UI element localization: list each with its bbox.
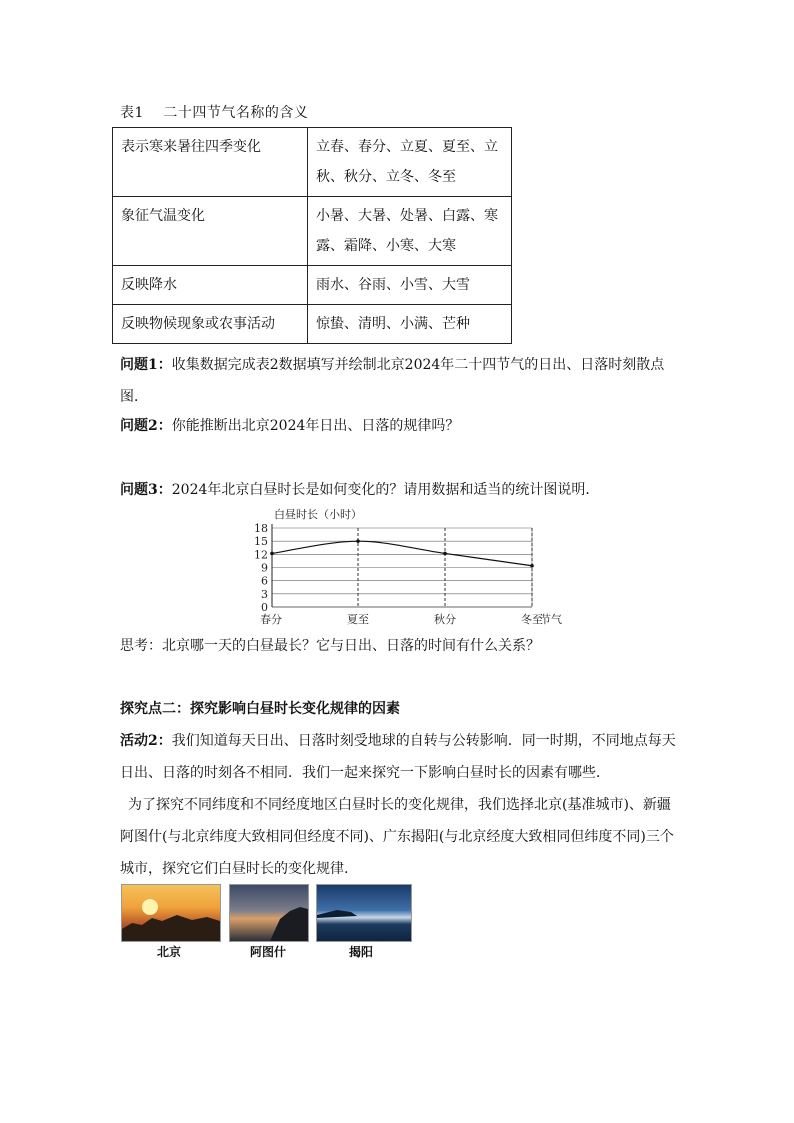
y-tick-label: 18 [254, 522, 268, 535]
table-cell-category: 反映降水 [113, 266, 308, 305]
table-row [113, 128, 512, 197]
activity-2 [120, 725, 680, 789]
x-tick-label: 夏至 [347, 613, 369, 626]
section-title: 探究点二：探究影响白昼时长变化规律的因素 [120, 701, 400, 717]
daylight-point [356, 539, 360, 543]
table-row [113, 197, 512, 266]
photo-atushi [229, 884, 309, 942]
x-axis-label: 节气 [540, 613, 562, 626]
photo-beijing [121, 884, 221, 942]
table-cell-terms: 惊蛰、清明、小满、芒种 [308, 305, 512, 344]
question-1-label: 问题1： [120, 357, 172, 373]
y-axis-label: 白昼时长（小时） [274, 508, 362, 521]
question-2 [120, 410, 680, 442]
activity-2-label: 活动2： [120, 733, 172, 749]
y-tick-label: 9 [261, 561, 268, 575]
table-cell-terms: 立春、春分、立夏、夏至、立秋、秋分、立冬、冬至 [308, 128, 512, 197]
daylight-chart [240, 502, 580, 628]
daylight-point [270, 552, 274, 556]
activity-2-text: 我们知道每天日出、日落时刻受地球的自转与公转影响．同一时期，不同地点每天日出、日落的时刻各不相同．我们一起来探究一下影响白昼时长的因素有哪些． [120, 733, 676, 781]
table-cell-category: 反映物候现象或农事活动 [113, 305, 308, 344]
table-row [113, 266, 512, 305]
question-3-text: 2024年北京白昼时长是如何变化的？请用数据和适当的统计图说明． [171, 482, 600, 498]
x-tick-label: 春分 [260, 613, 282, 626]
photo-label-beijing: 北京 [156, 945, 181, 959]
question-2-text: 你能推断出北京2024年日出、日落的规律吗？ [171, 418, 460, 434]
question-2-label: 问题2： [120, 418, 172, 434]
y-tick-label: 3 [261, 587, 268, 601]
y-tick-label: 6 [261, 574, 268, 588]
activity-2-text2: 为了探究不同纬度和不同经度地区白昼时长的变化规律，我们选择北京(基准城市)、新疆阿图什(与北京纬度大致相同但经度不同)、广东揭阳(与北京经度大致相同但纬度不同)三个城市，探究它们白昼时长的变化规律. [120, 797, 674, 877]
table-cell-terms: 雨水、谷雨、小雪、大雪 [308, 266, 512, 305]
table-cell-terms: 小暑、大暑、处暑、白露、寒露、霜降、小寒、大寒 [308, 197, 512, 266]
photo-label-jieyang: 揭阳 [348, 945, 373, 959]
y-tick-label: 15 [254, 535, 268, 549]
x-tick-label: 秋分 [434, 613, 456, 626]
table-cell-category: 表示寒来暑往四季变化 [113, 128, 308, 197]
think-question: 思考：北京哪一天的白昼最长？它与日出、日落的时间有什么关系？ [120, 638, 540, 654]
daylight-point [443, 552, 447, 556]
y-tick-label: 0 [261, 601, 268, 614]
x-tick-label: 冬至 [521, 613, 543, 626]
daylight-series-line [272, 541, 532, 566]
table-row [113, 305, 512, 344]
question-1-text: 收集数据完成表2数据填写并绘制北京2024年二十四节气的日出、日落时刻散点图． [120, 357, 665, 405]
question-1 [120, 349, 680, 413]
table-caption: 表1 二十四节气名称的含义 [120, 105, 309, 121]
table-cell-category: 象征气温变化 [113, 197, 308, 266]
daylight-point [530, 564, 534, 568]
photo-jieyang [316, 884, 412, 942]
y-tick-label: 12 [254, 548, 268, 562]
solar-terms-table [112, 127, 512, 344]
question-3-label: 问题3： [120, 482, 172, 498]
photo-label-atushi: 阿图什 [249, 945, 286, 959]
